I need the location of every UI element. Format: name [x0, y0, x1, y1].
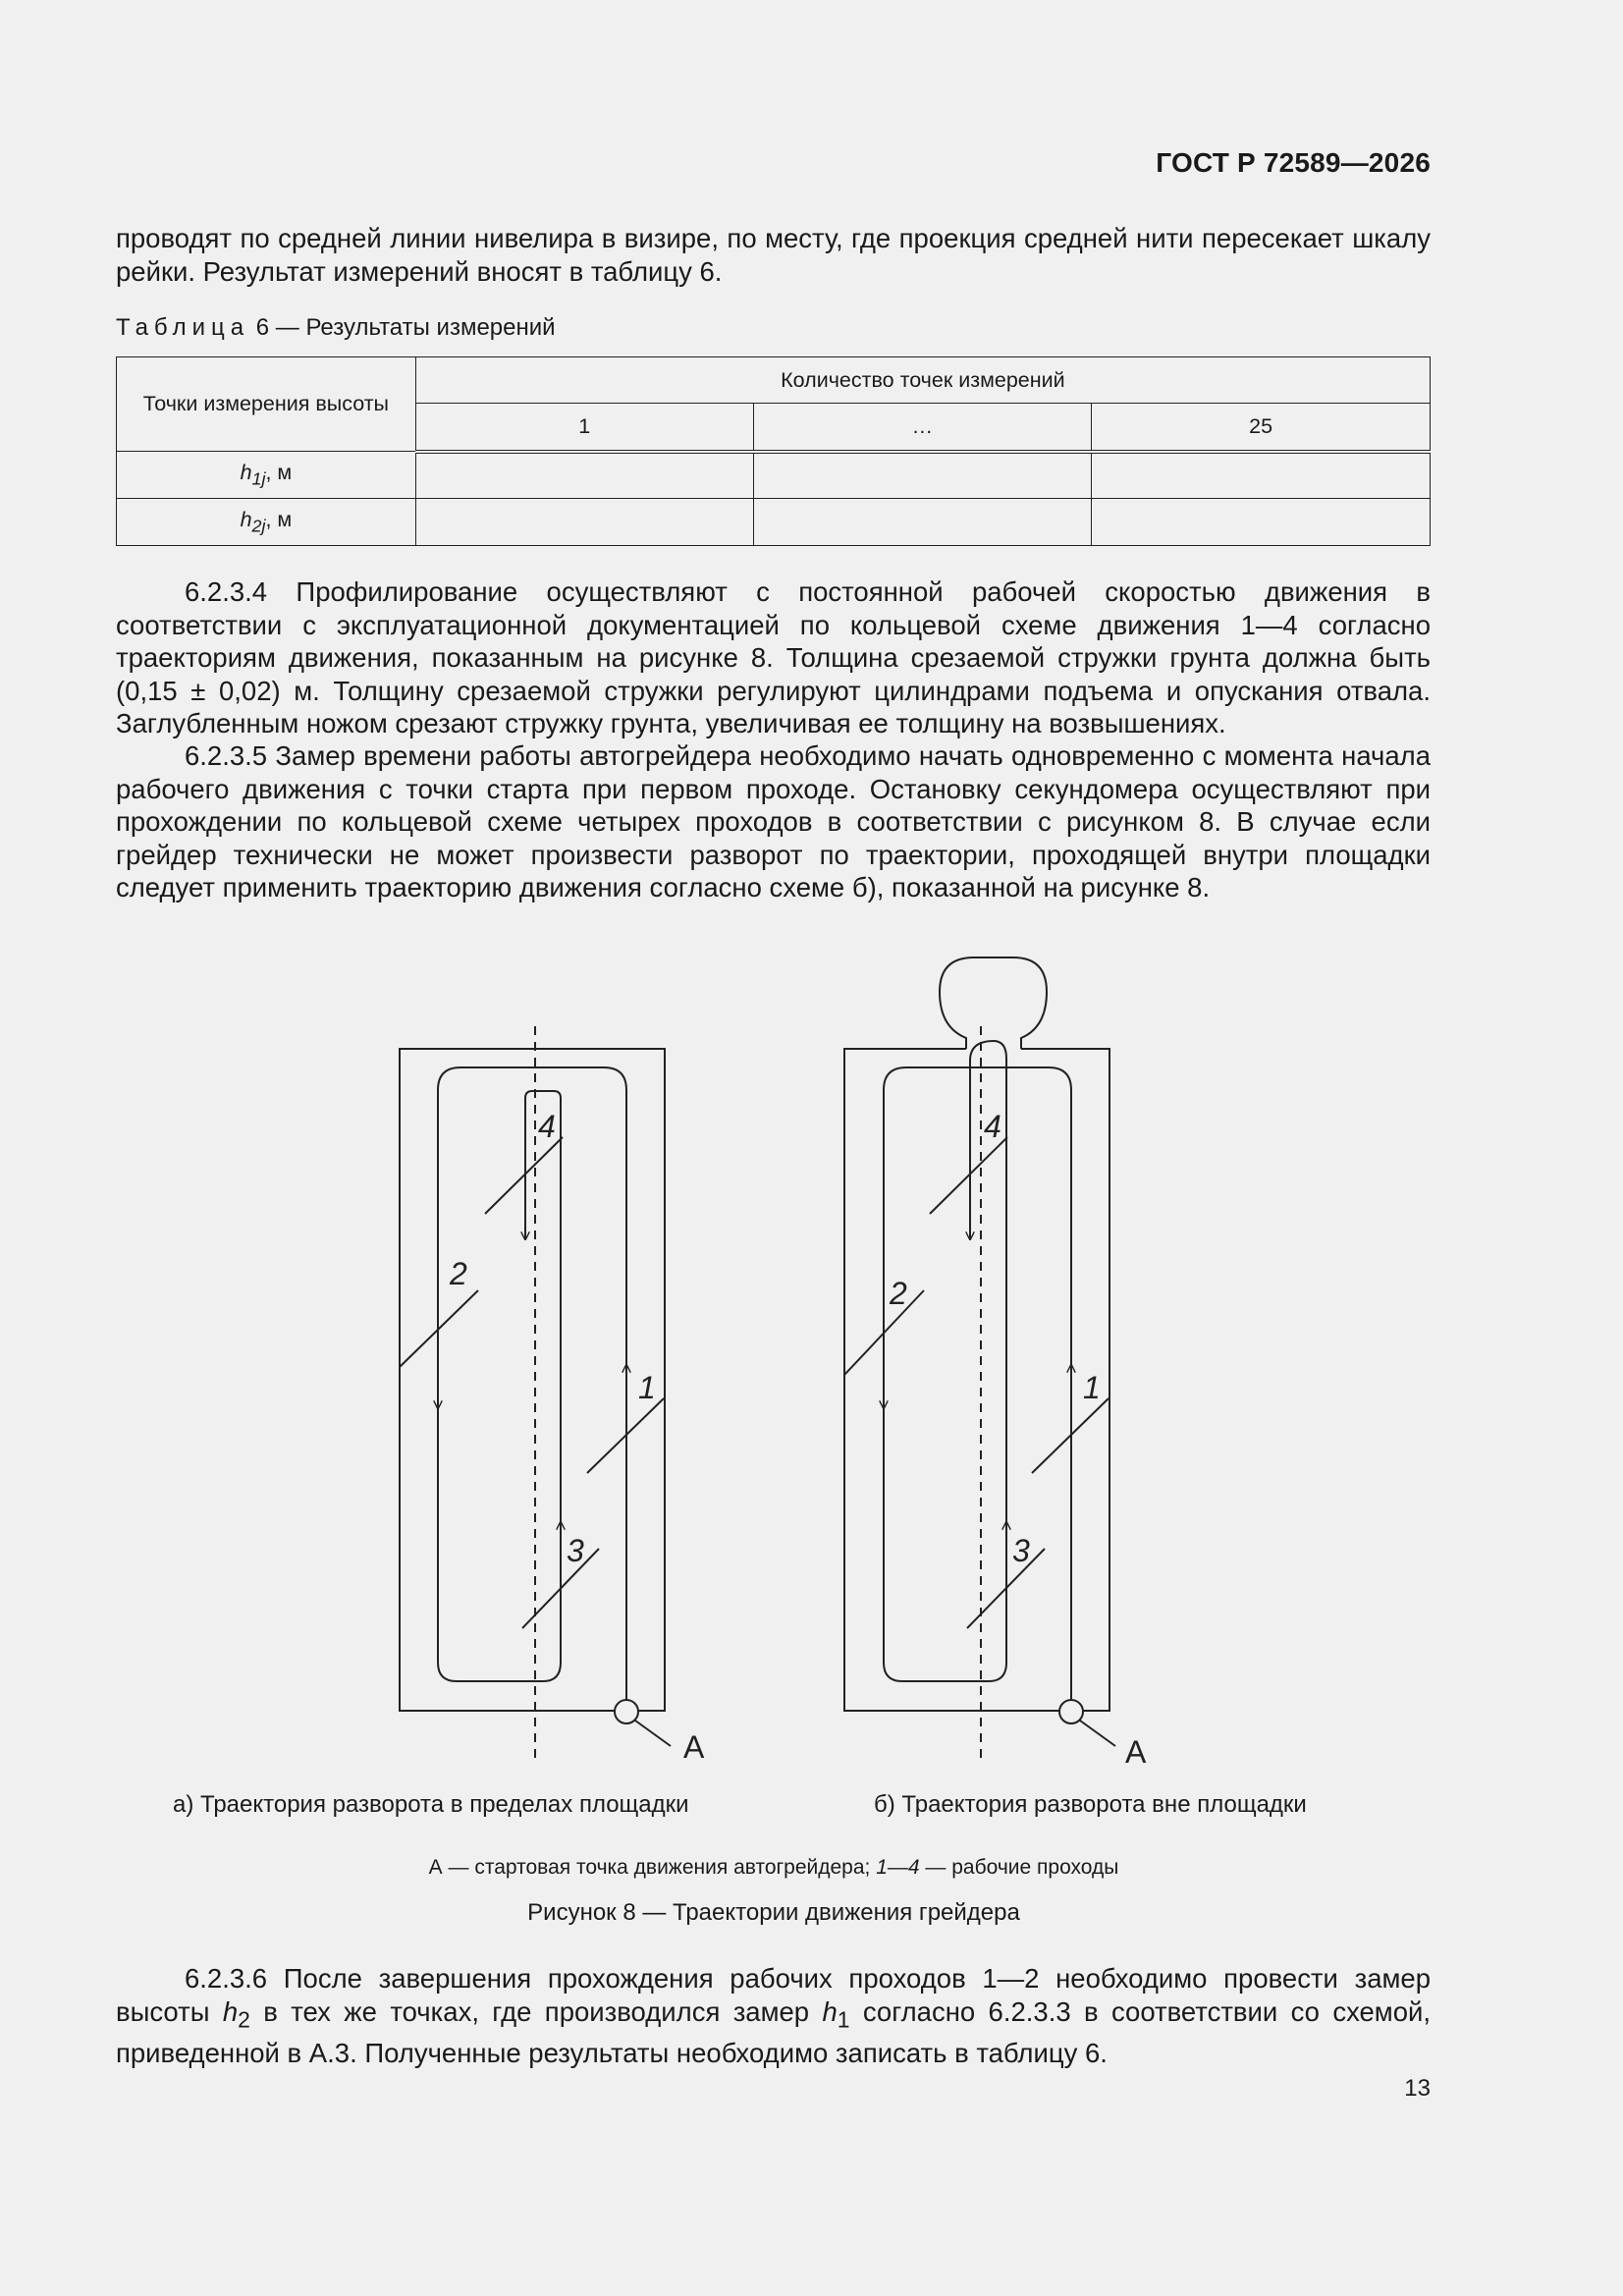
table-row-label: $h_{1j}$, м — [117, 452, 416, 499]
table-col-header: 1 — [415, 404, 753, 452]
table-caption-word: Таблица — [116, 314, 250, 341]
start-point-marker — [615, 1700, 638, 1723]
trajectory-loop — [884, 1041, 1071, 1703]
table-caption-title: 6 — Результаты измерений — [255, 314, 556, 341]
document-header: ГОСТ Р 72589—2026 — [1156, 147, 1431, 178]
site-boundary — [400, 1049, 665, 1711]
figure-legend: А — стартовая точка движения автогрейдера; 1—4 — рабочие проходы — [428, 1856, 1119, 1879]
table-col-header: 25 — [1092, 404, 1431, 452]
paragraph-6-2-3-6: 6.2.3.6 После завершения прохождения рабочих проходов 1—2 необходимо провести замер высоты $h_2$ в тех же точках, где производился замер $h_1$ согласно 6.2.3.3 в соответствии со схемой, приведенной в А.3. Полученные результаты необходимо записать в таблицу 6. — [116, 1963, 1432, 2068]
turnaround-bulb — [940, 957, 1047, 1049]
figure-title: Рисунок 8 — Траектории движения грейдера — [527, 1899, 1020, 1926]
label-pass-4: 4 — [984, 1109, 1001, 1144]
diagram-b — [844, 957, 1115, 1758]
leader-4 — [485, 1137, 563, 1214]
label-pass-2: 2 — [450, 1256, 467, 1291]
start-point-leader — [1080, 1721, 1115, 1746]
subcaption-b: б) Траектория разворота вне площадки — [874, 1791, 1307, 1818]
paragraph-top: проводят по средней линии нивелира в визире, по месту, где проекция средней нити пересекает шкалу рейки. Результат измерений вносят в таблицу 6. — [116, 223, 1431, 287]
subcaption-a: а) Траектория разворота в пределах площадки — [173, 1791, 689, 1818]
label-pass-3: 3 — [1012, 1533, 1030, 1568]
page-number: 13 — [1404, 2075, 1431, 2102]
label-pass-1: 1 — [1083, 1370, 1101, 1405]
start-point-label: A — [1125, 1734, 1147, 1770]
table-col-header: … — [753, 404, 1092, 452]
leader-4 — [930, 1137, 1007, 1214]
trajectory-loop — [438, 1067, 626, 1703]
label-pass-1: 1 — [638, 1370, 656, 1405]
label-pass-3: 3 — [567, 1533, 584, 1568]
table-row-header: Точки измерения высоты — [117, 357, 416, 452]
label-pass-2: 2 — [890, 1276, 907, 1311]
diagram-a — [400, 1026, 671, 1758]
start-point-marker — [1059, 1700, 1083, 1723]
paragraph-6-2-3-5: 6.2.3.5 Замер времени работы автогрейдера необходимо начать одновременно с момента начала рабочего движения с точки старта при первом проходе. Остановку секундомера осуществляют при прохождении по кольцевой схеме четырех проходов в соответствии с рисунком 8. В случае если грейдер технически не может произвести разворот по траектории, проходящей внутри площадки следует применить траекторию движения согласно схеме б), показанной на рисунке 8. — [116, 740, 1431, 902]
start-point-label: A — [683, 1729, 705, 1765]
label-pass-4: 4 — [538, 1109, 556, 1144]
start-point-leader — [635, 1721, 671, 1746]
table-group-header: Количество точек измерений — [415, 357, 1430, 404]
paragraph-6-2-3-4: 6.2.3.4 Профилирование осуществляют с постоянной рабочей скоростью движения в соответствии с эксплуатационной документацией по кольцевой схеме движения 1—4 согласно траекториям движения, показанным на рисунке 8. Толщина срезаемой стружки грунта должна быть (0,15 ± 0,02) м. Толщину срезаемой стружки регулируют цилиндрами подъема и опускания отвала. Заглубленным ножом срезают стружку грунта, увеличивая ее толщину на возвышениях. — [116, 576, 1431, 738]
table-row-label: $h_{2j}$, м — [117, 499, 416, 546]
